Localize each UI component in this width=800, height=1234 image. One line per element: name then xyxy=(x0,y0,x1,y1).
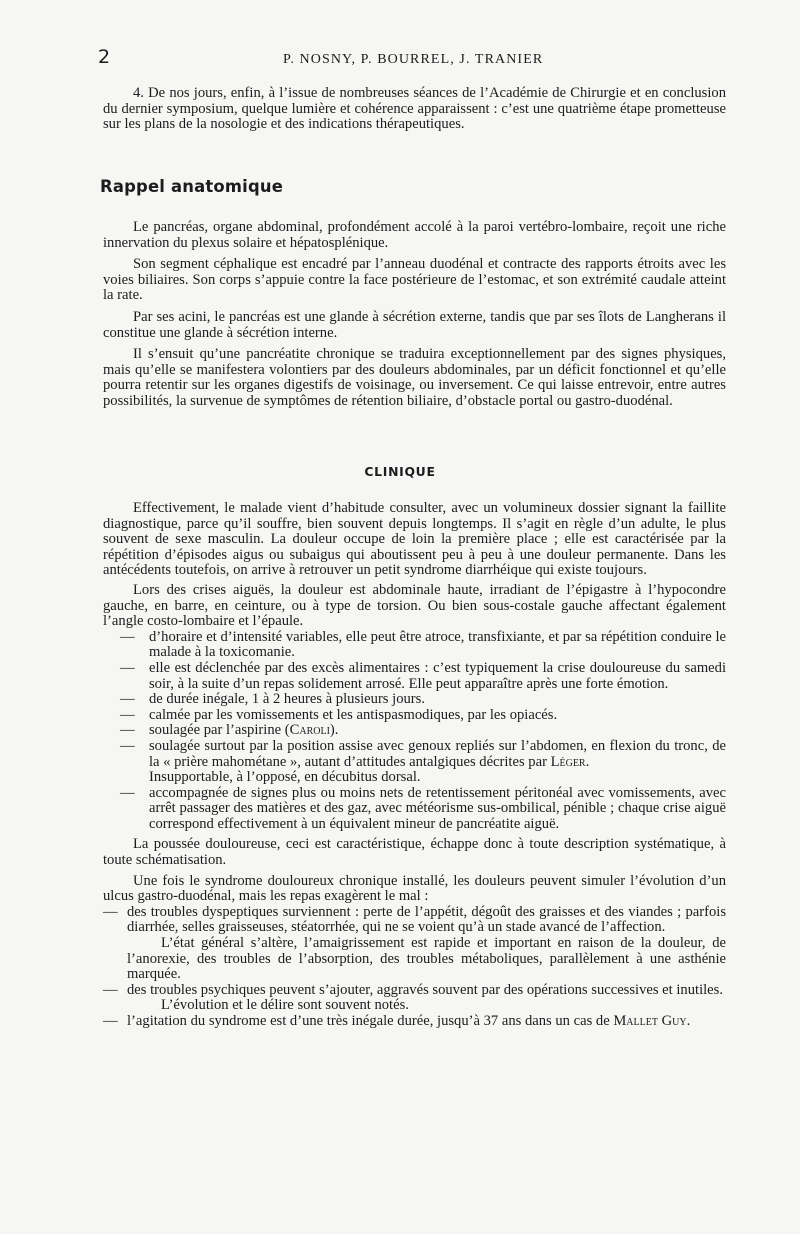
symptom-list-item xyxy=(103,661,726,692)
author-name-mallet-guy: Mallet Guy xyxy=(613,1013,687,1029)
symptom-list-item xyxy=(103,739,726,770)
symptom-list-item xyxy=(103,786,726,833)
clinique-paragraph-1: Effectivement, le malade vient d’habitude consulter, avec un volumineux dossier signant la faillite diagnostique, parce qu’il souffre, bien souvent depuis longtemps. Il s’agit en règle d’un adulte, le plus souvent de sexe masculin. La douleur occupe de loin la première place ; elle est caractérisée par la répétition d’épisodes aigus ou subaigus qui aboutissent peu à peu à une douleur permanente. Dans les antécédents toutefois, on arrive à retrouver un petit syndrome diarrhéique qui existe toujours. xyxy=(103,500,726,579)
symptom-list-item xyxy=(103,692,726,708)
clinique-paragraph-3: La poussée douloureuse, ceci est caractéristique, échappe donc à toute description systématique, à toute schématisation. xyxy=(103,836,726,869)
clinique-section xyxy=(103,501,726,1030)
clinique-paragraph-4: Une fois le syndrome douloureux chronique installé, les douleurs peuvent simuler l’évolution d’un ulcus gastro-duodénal, mais les repas exagèrent le mal : xyxy=(103,872,726,905)
list-dash: — xyxy=(120,659,135,676)
list-item-text: de durée inégale, 1 à 2 heures à plusieurs jours. xyxy=(149,691,425,708)
list-dash: — xyxy=(120,628,135,645)
list-dash: — xyxy=(103,903,118,920)
list-item-text: calmée par les vomissements et les antispasmodiques, par les opiacés. xyxy=(149,706,558,723)
running-head: P. NOSNY, P. BOURREL, J. TRANIER xyxy=(283,52,544,67)
intro-paragraph-4: 4. De nos jours, enfin, à l’issue de nombreuses séances de l’Académie de Chirurgie et en conclusion du dernier symposium, quelque lumière et cohérence apparaissent : c’est une quatrième étape prometteuse sur les plans de la nosologie et des indications thérapeutiques. xyxy=(103,85,726,133)
list-item-text: accompagnée de signes plus ou moins nets de retentissement péritonéal avec vomissements, avec arrêt passager des matières et des gaz, avec météorisme sus-ombilical, pénible ; chaque crise aiguë correspond effectivement à un équivalent mineur de pancréatite aiguë. xyxy=(149,784,726,832)
section-heading-rappel: Rappel anatomique xyxy=(100,177,284,196)
list-dash: — xyxy=(120,722,135,739)
clinique-paragraph-2: Lors des crises aiguës, la douleur est abdominale haute, irradiant de l’épigastre à l’hypocondre gauche, en barre, en ceinture, ou à type de torsion. Ou bien sous-costale gauche affectant également l’angle costo-lombaire et l’épaule. xyxy=(103,581,726,630)
rappel-section xyxy=(103,220,726,410)
close-paren: ). xyxy=(329,722,339,739)
section-heading-clinique: CLINIQUE xyxy=(364,464,436,479)
period: . xyxy=(686,1013,691,1029)
evolution-list-item xyxy=(103,983,726,999)
etat-general-paragraph: L’état général s’altère, l’amaigrissement est rapide et important en raison de la douleur, de l’anorexie, des troubles de l’absorption, des troubles métaboliques, parallèlement à une asthénie marquée. xyxy=(127,935,726,983)
rappel-paragraph: Son segment céphalique est encadré par l’anneau duodénal et contracte des rapports étroits avec les voies biliaires. Son corps s’appuie contre la face postérieure de l’estomac, et son extrémité caudale atteint la rate. xyxy=(103,256,726,304)
symptom-list-item xyxy=(103,630,726,661)
symptom-list-item xyxy=(103,708,726,724)
list-item-text: soulagée surtout par la position assise avec genoux repliés sur l’abdomen, en flexion du tronc, de la « prière mahométane », autant d’attitudes antalgiques décrites par xyxy=(149,737,726,770)
list-dash: — xyxy=(120,706,135,723)
list-dash: — xyxy=(120,691,135,708)
list-item-text: d’horaire et d’intensité variables, elle peut être atroce, transfixiante, et par sa répétition conduire le malade à la toxicomanie. xyxy=(149,628,726,661)
rappel-paragraph: Le pancréas, organe abdominal, profondément accolé à la paroi vertébro-lombaire, reçoit une riche innervation du plexus solaire et hépatosplénique. xyxy=(103,219,726,251)
page-number: 2 xyxy=(98,46,111,68)
list-item-text: elle est déclenchée par des excès alimentaires : c’est typiquement la crise douloureuse du samedi soir, à la suite d’un repas solidement arrosé. Elle peut apparaître après une forte émotion. xyxy=(149,659,726,692)
list-item-text: des troubles dyspeptiques surviennent : perte de l’appétit, dégoût des graisses et des viandes ; parfois diarrhée, selles graisseuses, stéatorrhée, qui ne se voient qu’à un stade avancé de l’affection. xyxy=(127,903,726,936)
list-item-text: l’agitation du syndrome est d’une très inégale durée, jusqu’à 37 ans dans un cas de xyxy=(127,1013,614,1029)
list-dash: — xyxy=(103,981,118,998)
intro-section xyxy=(103,86,726,133)
rappel-paragraph: Par ses acini, le pancréas est une glande à sécrétion externe, tandis que par ses îlots de Langherans il constitue une glande à sécrétion interne. xyxy=(103,308,726,341)
author-name-leger: Léger xyxy=(550,753,586,770)
evolution-list-item xyxy=(103,905,726,936)
rappel-paragraph: Il s’ensuit qu’une pancréatite chronique se traduira exceptionnellement par des signes physiques, mais qu’elle se manifestera volontiers par des douleurs abdominales, par un déficit fonctionnel et qu’elle pourra retentir sur les organes digestifs de voisinage, ou inversement. Ce qui laisse entrevoir, entre autres possibilités, la survenue de symptômes de rétention biliaire, d’obstacle portal ou gastro-duodénal. xyxy=(103,346,726,409)
list-item-text: des troubles psychiques peuvent s’ajouter, aggravés souvent par des opérations successives et inutiles. xyxy=(127,981,723,998)
evolution-list-item xyxy=(103,1014,726,1030)
list-dash: — xyxy=(103,1013,118,1029)
insupportable-line: Insupportable, à l’opposé, en décubitus dorsal. xyxy=(149,769,421,786)
period: . xyxy=(585,753,590,770)
symptom-list-item xyxy=(103,723,726,739)
evolution-delire-line: L’évolution et le délire sont souvent notés. xyxy=(161,997,409,1014)
author-name-caroli: Caroli xyxy=(289,722,330,739)
list-item-text: soulagée par l’aspirine ( xyxy=(149,722,290,739)
list-dash: — xyxy=(120,784,135,801)
page-header xyxy=(98,46,698,70)
list-dash: — xyxy=(120,737,135,754)
